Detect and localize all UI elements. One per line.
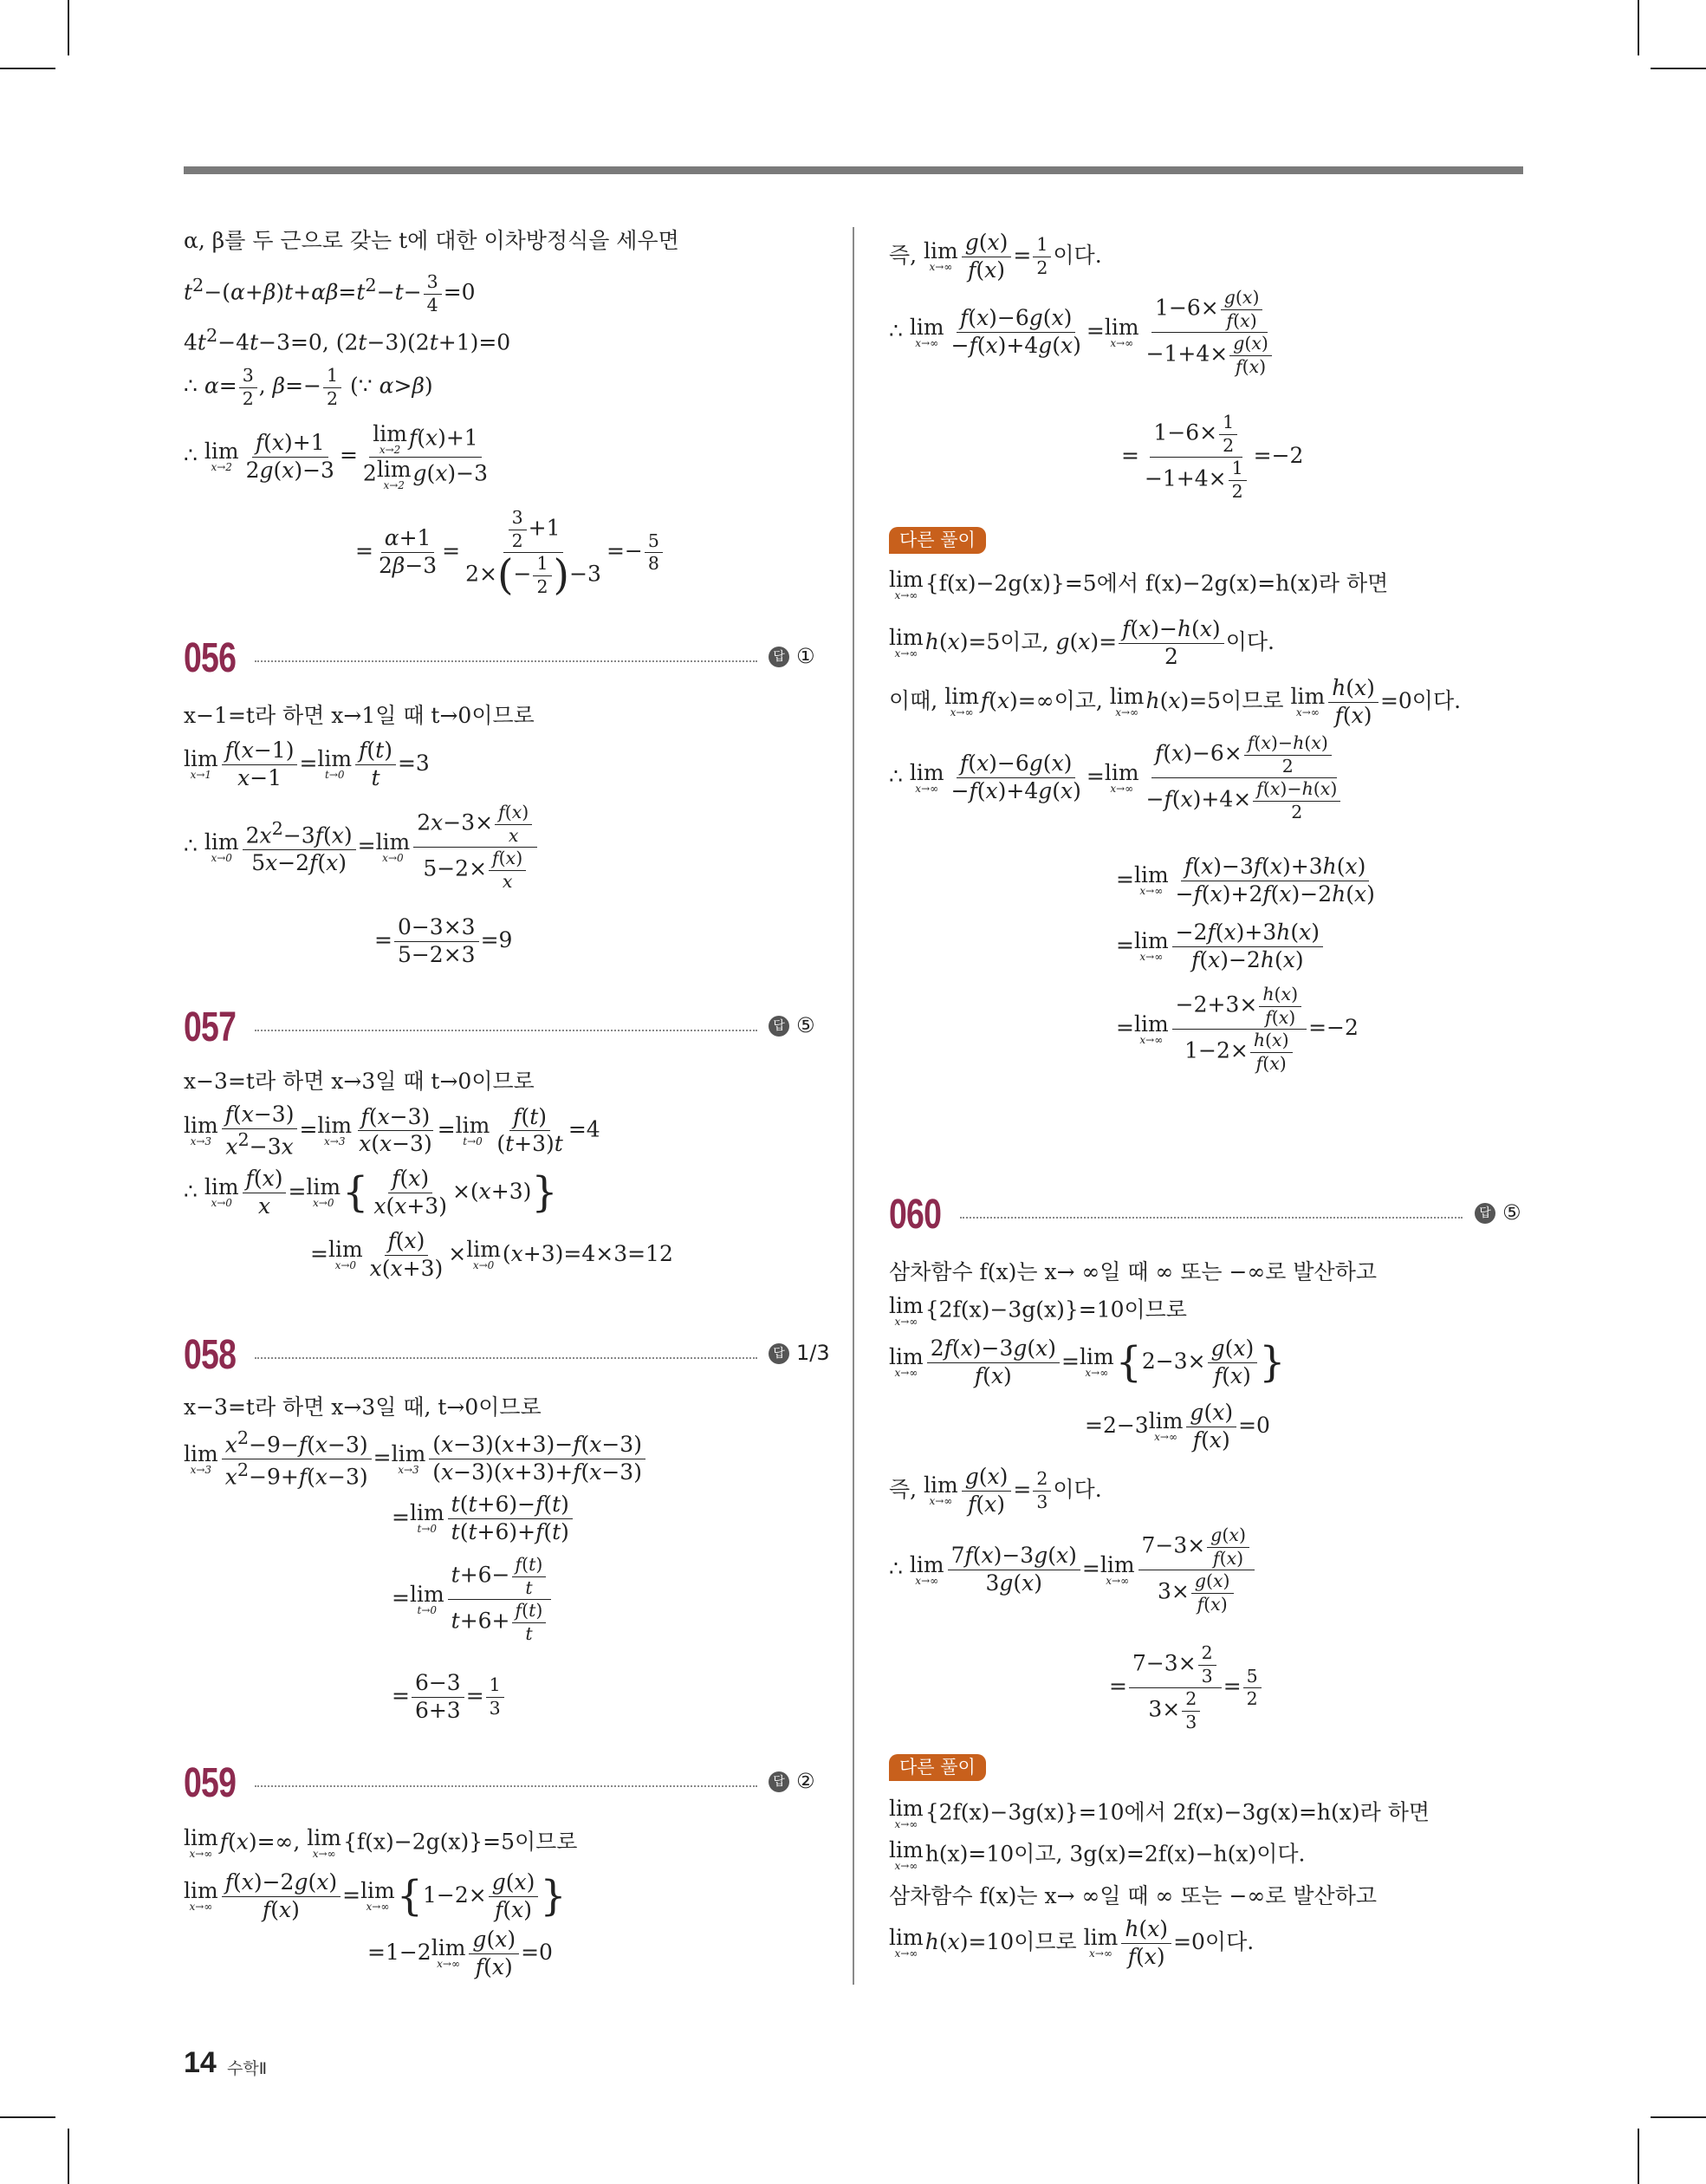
page-subject: 수학Ⅱ [227, 2059, 268, 2078]
math-line: = lim x→0 $\frac{f(x)}{x(x+3)}$ × lim x→0 (x+3)=4×3=12 [310, 1228, 673, 1281]
math-line: ∴ lim x→∞ $\frac{f(x)-6g(x)}{-f(x)+4g(x)}$ = lim x→∞ f(x)−6× $\frac{f(x)-h(x)}{2}$ −f(x)+4× $\frac{f(x)-h(x)}{2}$ [889, 733, 1347, 822]
math-line: = lim t→0 $\frac{t(t+6)-f(t)}{t(t+6)+f(t)}$ [392, 1492, 574, 1545]
crop-mark [1651, 68, 1706, 69]
section-number: 058 [184, 1332, 237, 1378]
dotted-leader [255, 660, 757, 662]
math-line: $t^2-(\alpha+\beta)t+\alpha\beta=t^2-t-$ $\frac{3}{4}$ =0 [184, 271, 476, 315]
math-line: ∴ lim x→0 $\frac{f(x)}{x}$ = lim x→0 { $\frac{f(x)}{x(x+3)}$ ×(x+3)} [184, 1166, 558, 1219]
math-line: lim x→∞ $\frac{2f(x)-3g(x)}{f(x)}$ = lim x→∞ {2−3× $\frac{g(x)}{f(x)}$ } [889, 1336, 1286, 1388]
crop-mark [1638, 0, 1639, 55]
crop-mark [1651, 2116, 1706, 2118]
math-line: lim x→3 $\frac{x^2-9-f(x-3)}{x^2-9+f(x-3)}$ = lim x→3 $\frac{(x-3)(x+3)-f(x-3)}{(x-3)(x+3)+f(x-3)}$ [184, 1428, 647, 1490]
math-line: = 1−6× $\frac{1}{2}$ −1+4× $\frac{1}{2}$ =−2 [1121, 412, 1304, 502]
math-line: ∴ lim x→0 $\frac{2x^2-3f(x)}{5x-2f(x)}$ = lim x→0 2x−3× $\frac{f(x)}{x}$ 5−2× $\frac{f(x)}{x}$ [184, 803, 539, 892]
alternative-solution-badge: 다른 풀이 [889, 527, 986, 554]
answer-label: 답 ⑤ [769, 1014, 815, 1038]
math-line: =1−2 lim x→∞ $\frac{g(x)}{f(x)}$ =0 [367, 1927, 553, 1979]
math-line: lim x→1 $\frac{f(x-1)}{x-1}$ = lim t→0 $\frac{f(t)}{t}$ =3 [184, 738, 430, 790]
answer-icon: 답 [769, 647, 789, 667]
math-line: 즉, lim x→∞ $\frac{g(x)}{f(x)}$ = $\frac{2}{3}$ 이다. [889, 1464, 1102, 1517]
answer-icon: 답 [769, 1343, 789, 1364]
left-column [184, 0, 842, 1993]
math-line: $4t^2-4t-3=0$, (2t−3)(2t+1)=0 [184, 325, 511, 355]
right-column [889, 0, 1530, 1993]
answer-label: 답 ② [769, 1770, 815, 1794]
section-number: 056 [184, 635, 237, 681]
crop-mark [0, 68, 55, 69]
section-header-057 [184, 1004, 816, 1052]
section-header-056 [184, 634, 816, 683]
math-line: = lim x→∞ −2+3× $\frac{h(x)}{f(x)}$ 1−2× $\frac{h(x)}{f(x)}$ =−2 [1116, 984, 1359, 1074]
math-line: = lim x→∞ $\frac{f(x)-3f(x)+3h(x)}{-f(x)+2f(x)-2h(x)}$ [1116, 854, 1375, 907]
math-line: ∴ α= $\frac{3}{2}$ , β=− $\frac{1}{2}$ (∵ α>β) [184, 365, 433, 409]
text-line: x−1=t라 하면 x→1일 때 t→0이므로 [184, 703, 535, 728]
page-number: 14 [184, 2046, 217, 2079]
text-line: x−3=t라 하면 x→3일 때 t→0이므로 [184, 1069, 535, 1094]
text-line: 삼차함수 f(x)는 x→ ∞일 때 ∞ 또는 −∞로 발산하고 [889, 1883, 1378, 1908]
crop-mark [0, 2116, 55, 2118]
math-line: lim x→∞ {f(x)−2g(x)}=5에서 f(x)−2g(x)=h(x)라 하면 [889, 567, 1389, 601]
section-number: 060 [889, 1192, 942, 1238]
text-line: α, β를 두 근으로 갖는 t에 대한 이차방정식을 세우면 [184, 228, 679, 253]
math-line: lim x→∞ h(x)=10이므로 lim x→∞ $\frac{h(x)}{f(x)}$ =0이다. [889, 1916, 1255, 1969]
math-line: =2−3 lim x→∞ $\frac{g(x)}{f(x)}$ =0 [1085, 1400, 1270, 1453]
math-line: lim x→∞ {2f(x)−3g(x)}=10에서 2f(x)−3g(x)=h(x)라 하면 [889, 1796, 1430, 1830]
crop-mark [68, 0, 69, 55]
math-line: lim x→∞ h(x)=10이고, 3g(x)=2f(x)−h(x)이다. [889, 1837, 1306, 1872]
math-line: lim x→3 $\frac{f(x-3)}{x^2-3x}$ = lim x→3 $\frac{f(x-3)}{x(x-3)}$ = lim t→0 $\frac{f(t)}{(t+3)t}$ =4 [184, 1102, 600, 1160]
answer-label [769, 1342, 830, 1366]
section-header-059 [184, 1759, 816, 1808]
crop-mark [1638, 2129, 1639, 2184]
section-number: 057 [184, 1004, 237, 1050]
math-line: = lim x→∞ $\frac{-2f(x)+3h(x)}{f(x)-2h(x)}$ [1116, 920, 1325, 973]
math-line: lim x→∞ $\frac{f(x)-2g(x)}{f(x)}$ = lim x→∞ {1−2× $\frac{g(x)}{f(x)}$ } [184, 1869, 567, 1922]
crop-mark [68, 2129, 69, 2184]
section-number: 059 [184, 1760, 237, 1806]
math-line: lim x→∞ f(x)=∞, lim x→∞ {f(x)−2g(x)}=5이므로 [184, 1825, 578, 1860]
answer-icon: 답 [769, 1016, 789, 1037]
answer-label: 답 ① [769, 645, 815, 669]
math-line: = $\frac{6-3}{6+3}$ = $\frac{1}{3}$ [392, 1671, 506, 1724]
math-line: 이때, lim x→∞ f(x)=∞이고, lim x→∞ h(x)=5이므로 lim x→∞ $\frac{h(x)}{f(x)}$ =0이다. [889, 675, 1462, 728]
dotted-leader [960, 1217, 1463, 1219]
math-line: = lim t→0 t+6− $\frac{f(t)}{t}$ t+6+ $\frac{f(t)}{t}$ [392, 1555, 553, 1644]
math-line: ∴ lim x→2 $\frac{f(x)+1}{2g(x)-3}$ = lim x→2 f(x)+1 2 lim x→2 g(x)−3 [184, 421, 489, 491]
text-line: 삼차함수 f(x)는 x→ ∞일 때 ∞ 또는 −∞로 발산하고 [889, 1259, 1378, 1284]
math-line: = $\frac{0-3\times 3}{5-2\times 3}$ =9 [374, 914, 513, 967]
column-divider [853, 227, 854, 1985]
answer-label: 답 ⑤ [1475, 1201, 1521, 1225]
answer-value: 1/3 [796, 1341, 830, 1365]
answer-icon: 답 [769, 1771, 789, 1792]
math-line: ∴ lim x→∞ $\frac{7f(x)-3g(x)}{3g(x)}$ = lim x→∞ 7−3× $\frac{g(x)}{f(x)}$ 3× $\frac{g(x)}{f(x)}$ [889, 1525, 1256, 1615]
answer-icon: 답 [1475, 1203, 1495, 1224]
math-line: ∴ lim x→∞ $\frac{f(x)-6g(x)}{-f(x)+4g(x)}$ = lim x→∞ 1−6× $\frac{g(x)}{f(x)}$ −1+4× $\frac{g(x)}{f(x)}$ [889, 288, 1279, 377]
dotted-leader [255, 1357, 757, 1359]
math-line: 즉, lim x→∞ $\frac{g(x)}{f(x)}$ = $\frac{1}{2}$ 이다. [889, 230, 1102, 283]
text-line: x−3=t라 하면 x→3일 때, t→0이므로 [184, 1394, 542, 1420]
dotted-leader [255, 1030, 757, 1031]
math-line: lim x→∞ h(x)=5이고, g(x)= $\frac{f(x)-h(x)}{2}$ 이다. [889, 616, 1275, 669]
section-header-058 [184, 1331, 830, 1380]
section-header-060 [889, 1191, 1530, 1239]
alternative-solution-badge: 다른 풀이 [889, 1754, 986, 1781]
math-line: lim x→∞ {2f(x)−3g(x)}=10이므로 [889, 1293, 1187, 1328]
dotted-leader [255, 1785, 757, 1787]
math-line: = $\frac{\alpha+1}{2\beta-3}$ = $\frac{3}{2}$ +1 2×(− $\frac{1}{2}$ )−3 =− $\frac{5}{8}$ [355, 508, 665, 597]
math-line: = 7−3× $\frac{2}{3}$ 3× $\frac{2}{3}$ = $\frac{5}{2}$ [1109, 1643, 1263, 1732]
